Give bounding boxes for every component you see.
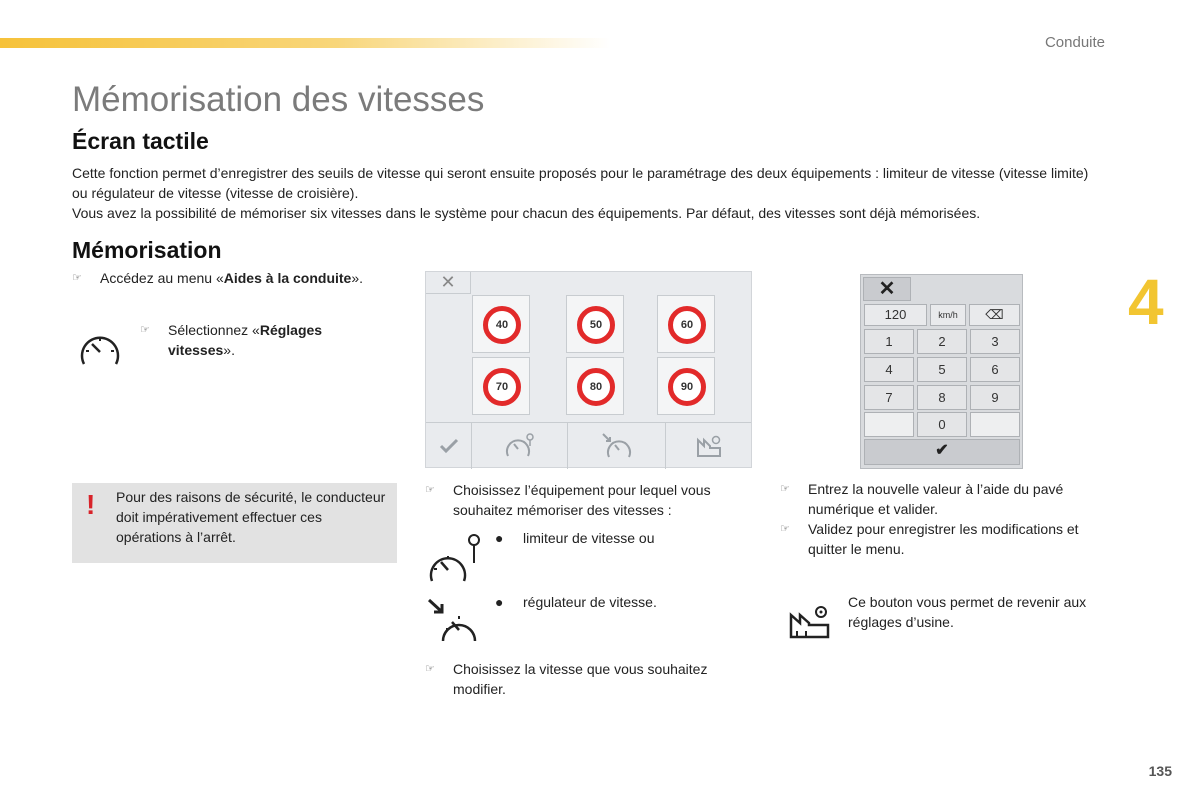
key-9[interactable]: 9 (970, 385, 1020, 410)
page-title: Mémorisation des vitesses (72, 80, 485, 119)
safety-warning (72, 483, 397, 563)
factory-reset-button[interactable] (666, 423, 751, 469)
limiter-button[interactable] (472, 423, 568, 469)
section-label: Conduite (1044, 34, 1105, 51)
key-2[interactable]: 2 (917, 329, 967, 354)
pointer-icon: ☞ (425, 484, 435, 496)
step-enter-value: ☞ Entrez la nouvelle valeur à l’aide du pavé numérique et valider. (780, 481, 1064, 517)
warning-icon: ! (86, 489, 96, 520)
key-8[interactable]: 8 (917, 385, 967, 410)
page-number: 135 (1148, 763, 1172, 779)
step-validate: ☞ Validez pour enregistrer les modifications et quitter le menu. (780, 521, 1079, 557)
pointer-icon: ☞ (140, 324, 150, 336)
confirm-button[interactable]: ✔ (864, 439, 1020, 465)
speed-limiter-icon (505, 433, 535, 459)
warning-text: Pour des raisons de sécurité, le conducteur doit impérativement effectuer ces opérations à l’arrêt. (116, 489, 386, 545)
key-4[interactable]: 4 (864, 357, 914, 382)
check-icon (439, 438, 459, 454)
intro-paragraph-2: Vous avez la possibilité de mémoriser six vitesses dans le système pour chacun des équipements. Par défaut, des vitesses sont déjà mémorisées. (72, 205, 981, 221)
intro-paragraph-1: Cette fonction permet d’enregistrer des seuils de vitesse qui seront ensuite proposés pour le paramétrage des deux équipements : limiteur de vitesse (vitesse limite) ou régulateur de vitesse (vitesse de croisière). (72, 165, 1089, 201)
speed-button-6[interactable] (657, 357, 715, 415)
key-blank-left (864, 412, 914, 437)
close-button[interactable]: ✕ (863, 277, 911, 301)
step-select-settings: ☞ Sélectionnez «Réglages vitesses». (140, 322, 323, 358)
speed-sign: 70 (483, 368, 521, 406)
pointer-icon: ☞ (72, 272, 82, 284)
pointer-icon: ☞ (425, 663, 435, 675)
option-cruise-control: ● régulateur de vitesse. (495, 594, 657, 610)
key-1[interactable]: 1 (864, 329, 914, 354)
header-accent-bar (0, 38, 610, 48)
factory-icon (696, 434, 722, 458)
key-0[interactable]: 0 (917, 412, 967, 437)
speed-value-display: 120 (864, 304, 927, 326)
speed-sign: 50 (577, 306, 615, 344)
speed-limiter-icon (427, 533, 485, 585)
speed-sign: 60 (668, 306, 706, 344)
pointer-icon: ☞ (780, 523, 790, 535)
memorisation-heading: Mémorisation (72, 237, 222, 263)
speed-button-3[interactable] (657, 295, 715, 353)
cruise-control-button[interactable] (568, 423, 666, 469)
step-choose-speed: ☞ Choisissez la vitesse que vous souhaitez modifier. (425, 661, 708, 697)
cruise-control-icon (602, 433, 632, 459)
chapter-number: 4 (1128, 266, 1164, 338)
speed-sign: 40 (483, 306, 521, 344)
intro-text (72, 163, 1102, 223)
factory-reset-note: Ce bouton vous permet de revenir aux réglages d’usine. (848, 594, 1087, 630)
key-5[interactable]: 5 (917, 357, 967, 382)
speed-sign: 90 (668, 368, 706, 406)
speed-button-5[interactable] (566, 357, 624, 415)
speedometer-icon (78, 332, 122, 368)
key-blank-right (970, 412, 1020, 437)
step-access-menu: ☞ Accédez au menu «Aides à la conduite». (72, 270, 364, 286)
speed-sign: 80 (577, 368, 615, 406)
touchscreen-heading: Écran tactile (72, 128, 209, 154)
backspace-button[interactable]: ⌫ (969, 304, 1020, 326)
screen-toolbar (426, 422, 751, 468)
speed-selection-screen (425, 271, 752, 468)
key-6[interactable]: 6 (970, 357, 1020, 382)
menu-name: Aides à la conduite (223, 270, 352, 286)
pointer-icon: ☞ (780, 483, 790, 495)
speed-button-2[interactable] (566, 295, 624, 353)
validate-button[interactable] (426, 423, 472, 469)
cruise-control-icon (427, 598, 483, 644)
speed-button-1[interactable] (472, 295, 530, 353)
option-limiter: ● limiteur de vitesse ou (495, 530, 655, 546)
step-choose-equipment: ☞ Choisissez l’équipement pour lequel vous souhaitez mémoriser des vitesses : (425, 482, 711, 518)
factory-icon (788, 603, 832, 639)
key-3[interactable]: 3 (970, 329, 1020, 354)
key-7[interactable]: 7 (864, 385, 914, 410)
menu-name: Réglages vitesses (168, 322, 323, 358)
speed-button-4[interactable] (472, 357, 530, 415)
unit-button[interactable]: km/h (930, 304, 966, 326)
close-button[interactable]: ✕ (426, 272, 471, 294)
keypad-screen (860, 274, 1023, 469)
